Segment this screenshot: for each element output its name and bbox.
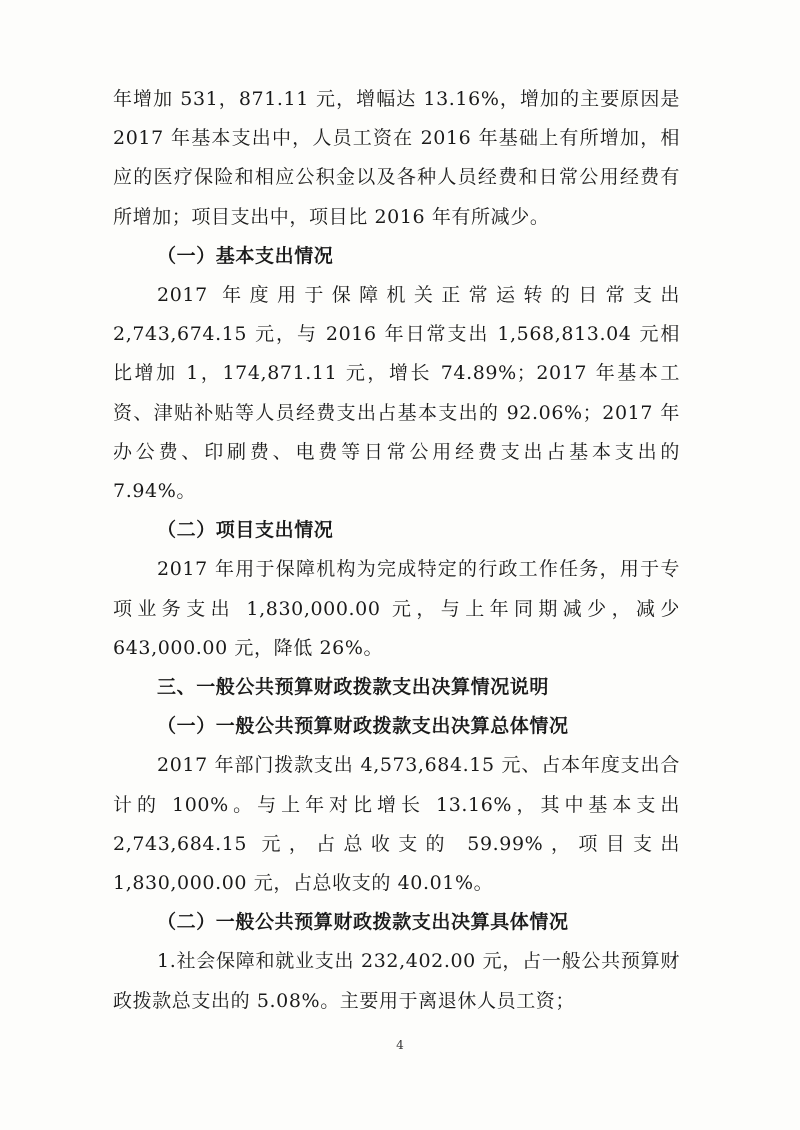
heading-basic-expenditure: （一）基本支出情况 (157, 244, 334, 267)
page-body (113, 80, 680, 1021)
paragraph-growth-summary: 年增加 531，871.11 元，增幅达 13.16%，增加的主要原因是 2017 年基本支出中，人员工资在 2016 年基础上有所增加，相应的医疗保险和相应公积金以及各种人员经费和日常公用经费有所增加；项目支出中，项目比 2016 年有所减少。 (113, 88, 680, 228)
heading-overall-situation: （一）一般公共预算财政拨款支出决算总体情况 (157, 715, 569, 738)
paragraph-overall-situation: 2017 年部门拨款支出 4,573,684.15 元、占本年度支出合计的 100%。与上年对比增长 13.16%，其中基本支出 2,743,684.15 元，占总收支的 59.99%，项目支出 1,830,000.00 元，占总收支的 40.01%。 (113, 754, 680, 895)
paragraph-project-expenditure: 2017 年用于保障机构为完成特定的行政工作任务，用于专项业务支出 1,830,000.00 元，与上年同期减少，减少 643,000.00 元，降低 26%。 (113, 558, 680, 659)
paragraph-social-security: 1.社会保障和就业支出 232,402.00 元，占一般公共预算财政拨款总支出的 5.08%。主要用于离退休人员工资； (113, 950, 680, 1012)
paragraph-basic-expenditure: 2017 年度用于保障机关正常运转的日常支出 2,743,674.15 元，与 2016 年日常支出 1,568,813.04 元相比增加 1，174,871.11 元，增长 74.89%；2017 年基本工资、津贴补贴等人员经费支出占基本支出的 92.06%；2017 年办公费、印刷费、电费等日常公用经费支出占基本支出的 7.94%。 (113, 284, 680, 503)
page-number: 4 (396, 1038, 404, 1052)
heading-specific-situation: （二）一般公共预算财政拨款支出决算具体情况 (157, 911, 569, 934)
heading-section-three: 三、一般公共预算财政拨款支出决算情况说明 (157, 676, 550, 699)
heading-project-expenditure: （二）项目支出情况 (157, 519, 334, 542)
